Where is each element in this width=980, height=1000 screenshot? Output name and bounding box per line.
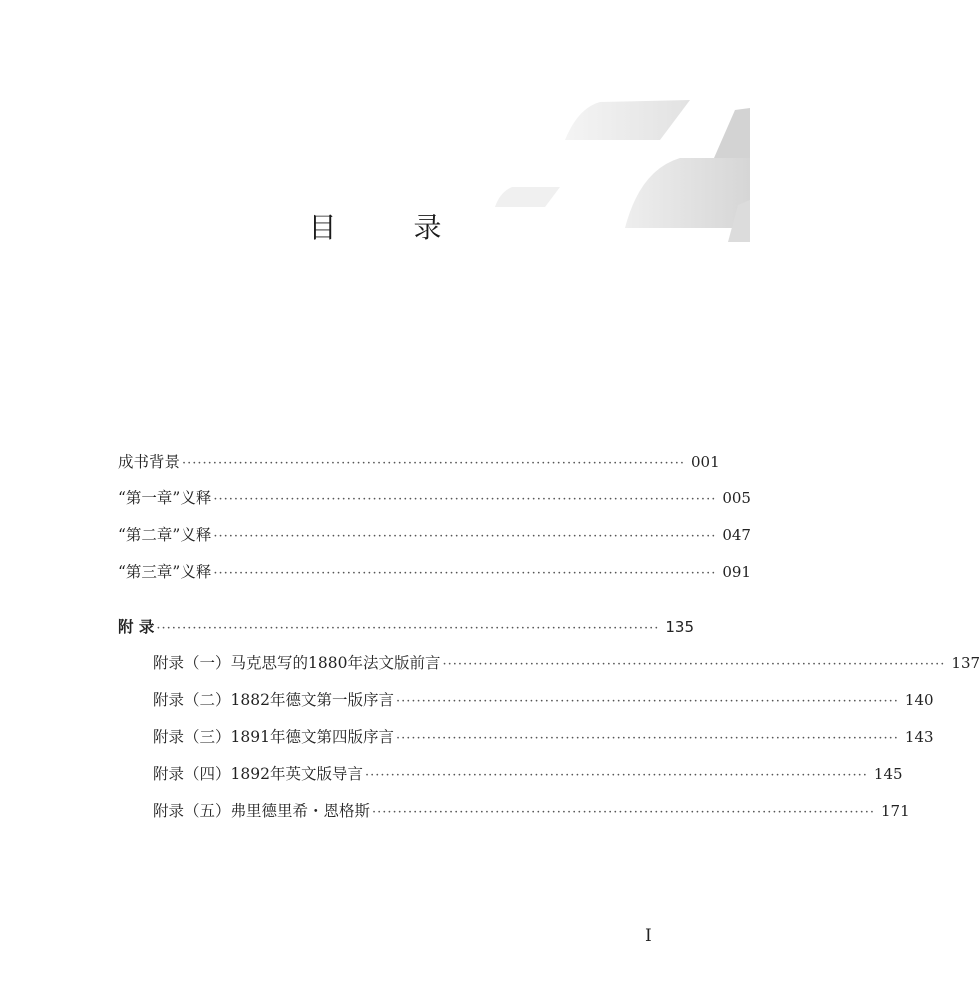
toc-sub-entry[interactable]	[153, 688, 934, 712]
toc-sub-entry-label: 附录（三）1891年德文第四版序言	[153, 728, 394, 746]
toc-entry-label: “第三章”义释	[118, 563, 212, 581]
toc-sub-entry-label: 附录（二）1882年德文第一版序言	[153, 691, 394, 709]
toc-entry[interactable]	[118, 523, 751, 547]
toc-leader-dots: ··································································································	[372, 805, 875, 820]
toc-sub-entry[interactable]	[153, 762, 903, 786]
page-number-folio: I	[645, 926, 652, 946]
toc-leader-dots: ··································································································	[395, 694, 899, 709]
toc-sub-entry-page: 145	[873, 765, 903, 783]
toc-sub-entry-page: 140	[904, 691, 934, 709]
toc-appendix-label: 附 录	[118, 618, 155, 636]
toc-entry[interactable]	[118, 560, 751, 584]
toc-leader-dots: ··································································································	[156, 621, 660, 636]
toc-sub-entry[interactable]	[153, 725, 934, 749]
toc-entry-page: 047	[722, 526, 751, 544]
toc-appendix-entry[interactable]	[118, 615, 695, 639]
toc-leader-dots: ··································································································	[213, 529, 717, 544]
toc-entry[interactable]	[118, 486, 751, 510]
toc-entry-page: 091	[722, 563, 751, 581]
toc-sub-entry-label: 附录（一）马克思写的1880年法文版前言	[153, 654, 441, 672]
toc-entry-label: “第二章”义释	[118, 526, 212, 544]
toc-entry-label: 成书背景	[118, 453, 181, 471]
toc-leader-dots: ··································································································	[442, 657, 946, 672]
toc-entry-page: 001	[690, 453, 720, 471]
toc-sub-entry[interactable]	[153, 799, 910, 823]
toc-appendix-page: 135	[665, 618, 695, 636]
toc-entry[interactable]	[118, 450, 720, 474]
toc-sub-entry-label: 附录（四）1892年英文版导言	[153, 765, 363, 783]
toc-leader-dots: ··································································································	[213, 566, 717, 581]
toc-sub-entry-page: 137	[951, 654, 980, 672]
swoosh-top	[565, 100, 690, 140]
toc-entry-page: 005	[722, 489, 751, 507]
toc-leader-dots: ··································································································	[395, 731, 899, 746]
toc-sub-entry[interactable]	[153, 651, 980, 675]
swoosh-small	[495, 187, 560, 207]
toc-leader-dots: ··································································································	[182, 456, 685, 471]
toc-leader-dots: ··································································································	[364, 768, 868, 783]
toc-sub-entry-label: 附录（五）弗里德里希・恩格斯	[153, 802, 371, 820]
page-title: 目 录	[308, 211, 476, 244]
toc-sub-entry-page: 171	[880, 802, 910, 820]
toc-leader-dots: ··································································································	[213, 492, 717, 507]
toc-sub-entry-page: 143	[904, 728, 934, 746]
toc-entry-label: “第一章”义释	[118, 489, 212, 507]
